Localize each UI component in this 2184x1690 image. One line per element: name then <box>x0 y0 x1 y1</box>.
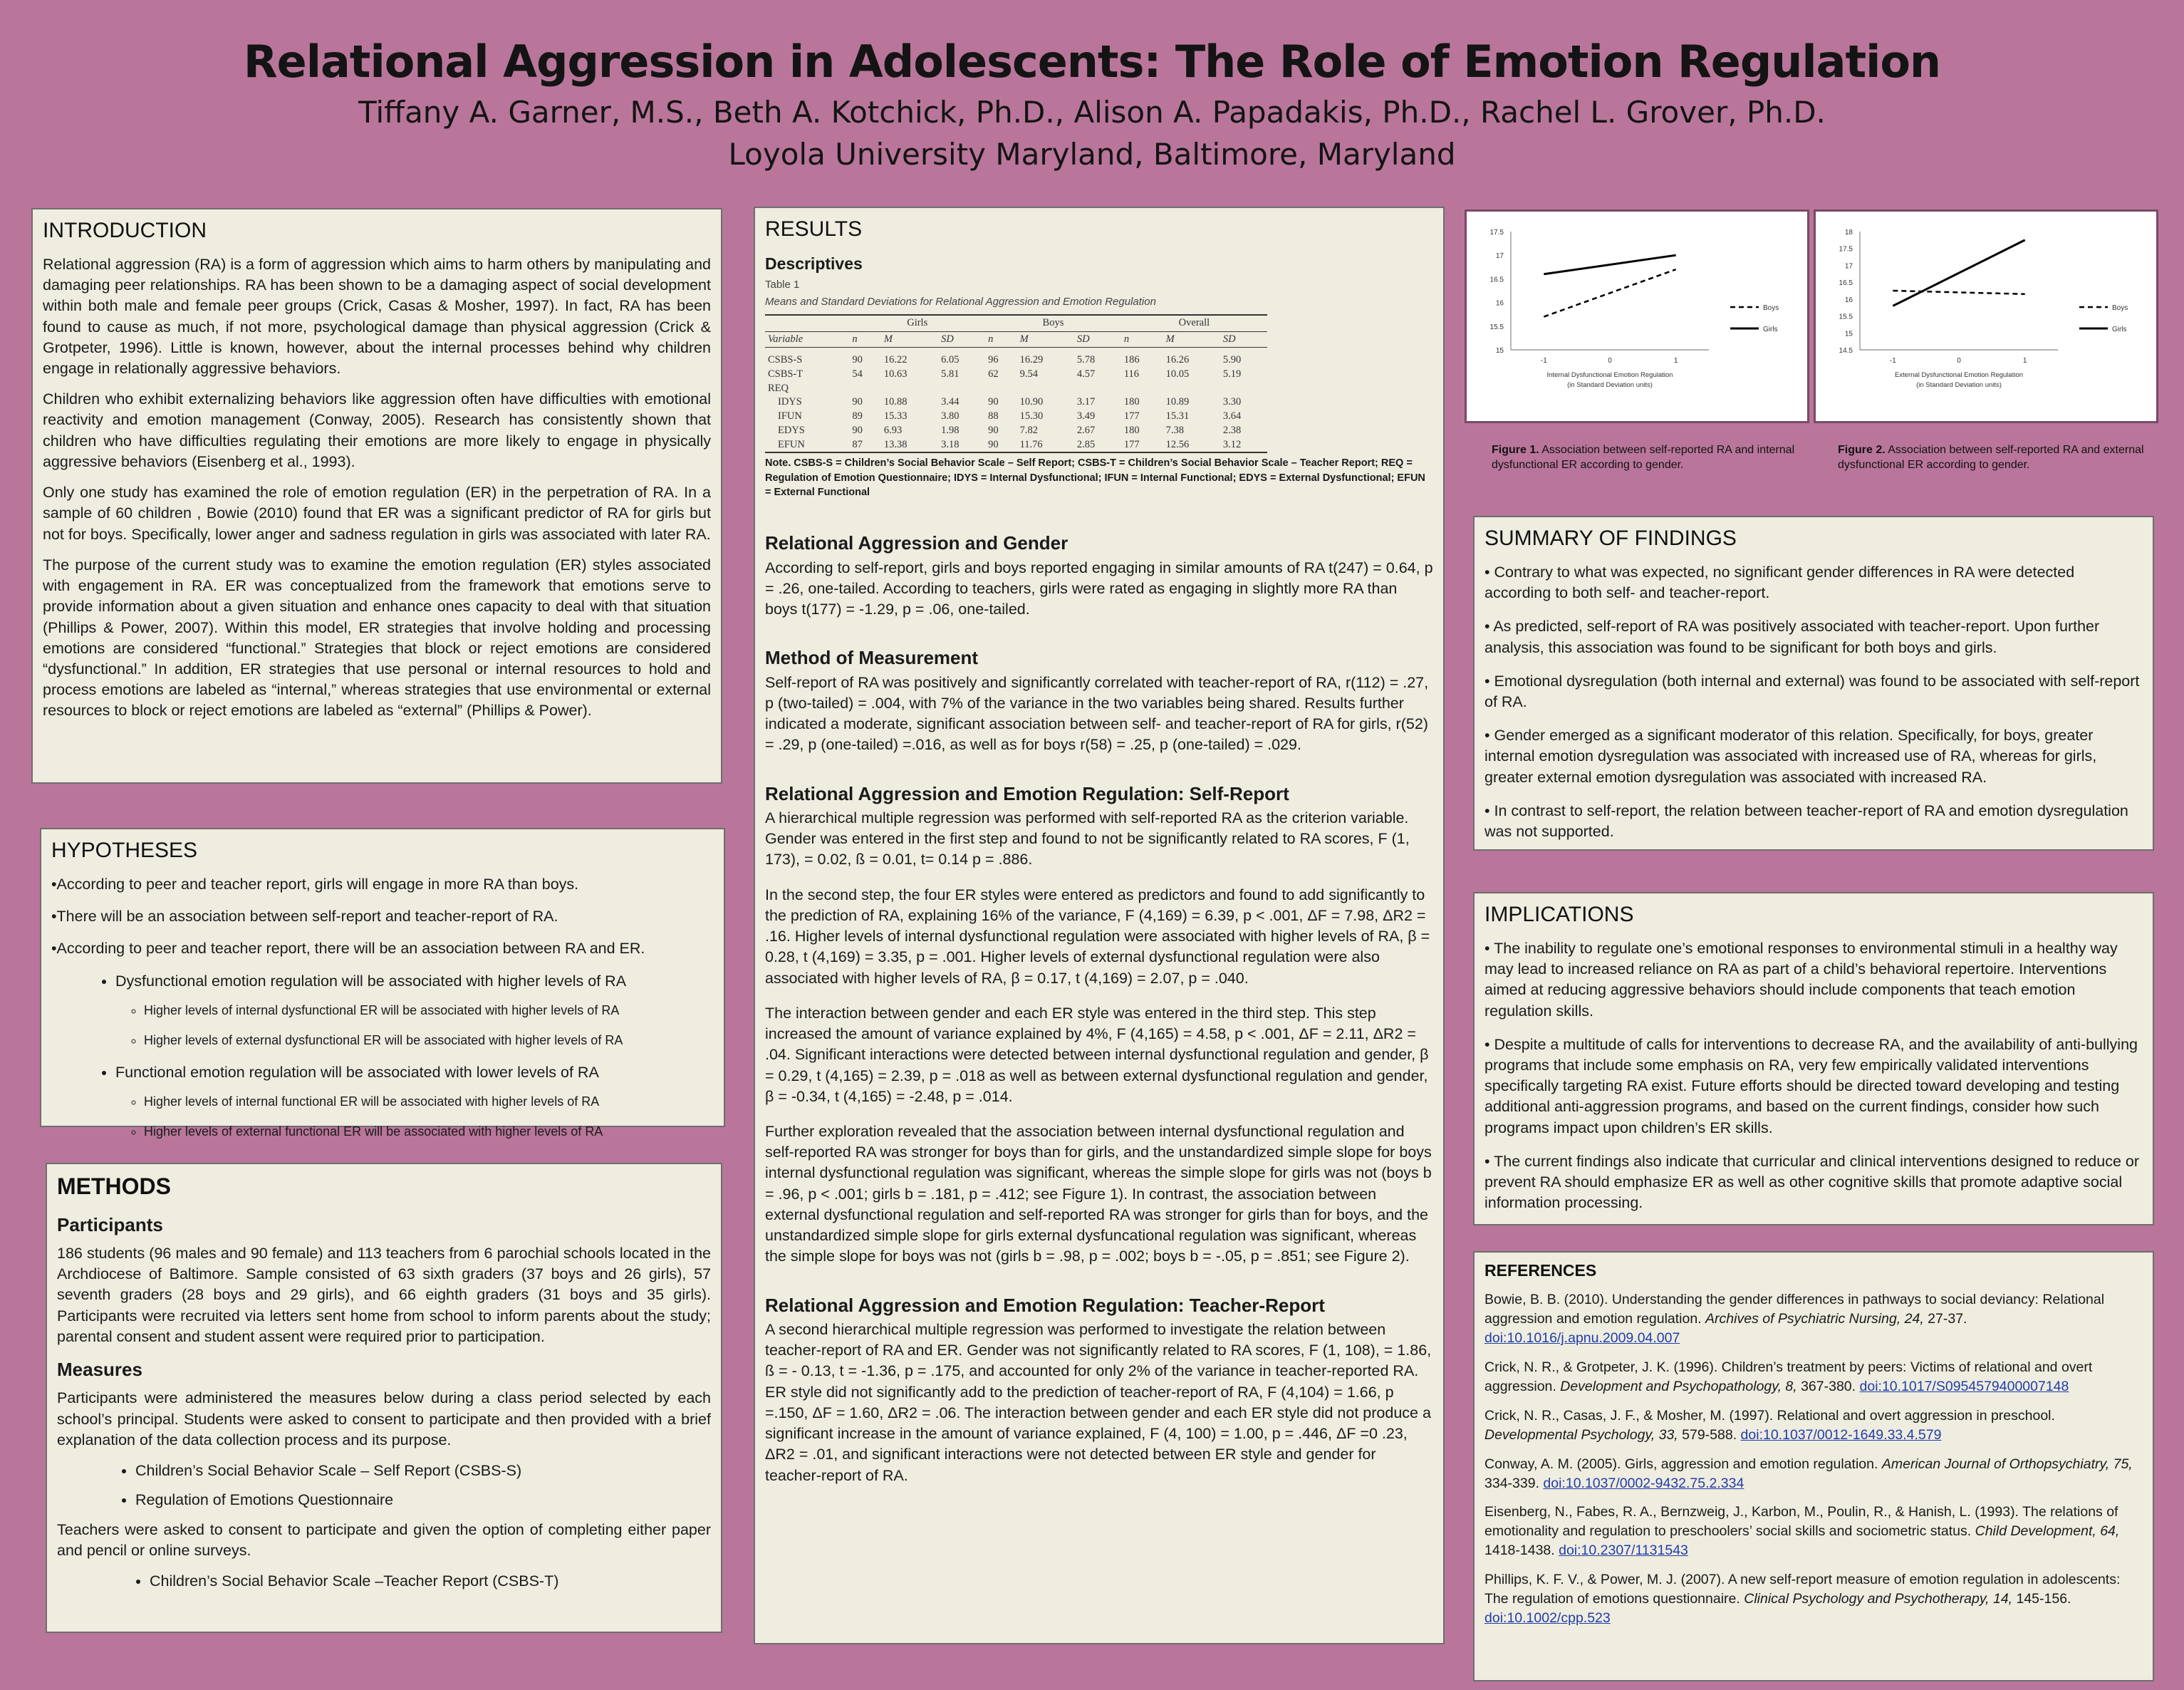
doi-link[interactable]: doi:10.1037/0012-1649.33.4.579 <box>1740 1426 1942 1443</box>
table-cell: 90 <box>852 396 863 408</box>
method-text: Self-report of RA was positively and significantly correlated with teacher-report of RA, r(112) = .27, p (two-tailed) = .004, with 7% of the variance in the two variables being shared. Results further indicated a moderate, significant association between self- and teacher-report of RA for girls, r(52) = .29, p (one-tailed) =.016, as well as for boys r(58) = .25, p (one-tailed) = .029. <box>765 673 1429 754</box>
intro-paragraph: Children who exhibit externalizing behaviors like aggression often have difficulties with emotional reactivity and emotion management (Conway, 2005). Research has consistently shown that children who have difficulties regulating their emotions are more likely to engage in physically aggressive behaviors (Eisenberg et al., 1993). <box>43 390 711 470</box>
reference-item: Crick, N. R., & Grotpeter, J. K. (1996). Children’s treatment by peers: Victims of relational and overt aggression. Development and Psychopathology, 8, 367-380. doi:10.1017/S0954579400007148 <box>1484 1359 2093 1394</box>
y-tick-label: 15.5 <box>1839 313 1853 321</box>
teacher-report-text: A second hierarchical multiple regression was performed to investigate the relation between teacher-report of RA and ER. Gender was not significantly related to RA scores, F (1, 108), = 1.86, ß = - 0.13, t = -1.36, p = .175, and accounted for only 2% of the variance in teacher-reported RA. ER style did not significantly add to the prediction of teacher-report of RA, F (4,104) = 1.66, p =.150, ΔF = 1.60, ΔR2 = .06. The interaction between gender and each ER style did not produce a significant increase in the amount of variance explained, F (4, 100) = 1.00, p = .446, ΔF =0 .23, ΔR2 = .01, and significant interactions were not detected between ER style and gender for teacher-report of RA. <box>765 1320 1432 1484</box>
measure-item: • Children’s Social Behavior Scale –Teacher Report (CSBS-T) <box>150 1571 711 1592</box>
participants-text: 186 students (96 males and 90 female) and 113 teachers from 6 parochial schools located in the Archdiocese of Baltimore. Sample consisted of 63 sixth graders (37 boys and 26 girls), 57 seventh graders (28 boys and 29 girls), and 66 eighth graders (31 boys and 35 girls). Participants were recruited via letters sent home from school to inform parents about the study; parental consent and student assent were required prior to participation. <box>57 1244 711 1345</box>
method-heading: Method of Measurement <box>765 647 979 669</box>
legend-label: Boys <box>2112 304 2128 312</box>
x-tick-label: 0 <box>1957 357 1961 365</box>
table-cell: CSBS-T <box>768 368 804 380</box>
self-report-heading: Relational Aggression and Emotion Regulation: Self-Report <box>765 782 1289 804</box>
table-cell: 3.80 <box>941 410 960 422</box>
table-cell: 5.78 <box>1076 354 1096 366</box>
table-cell <box>985 382 1016 396</box>
table-cell: 5.90 <box>1222 354 1242 366</box>
hypothesis-subitem: • Dysfunctional emotion regulation will be associated with higher levels of RA ◦ Higher levels of internal dysfunctional ER will be associated with higher levels of RA ◦ Higher levels of external dysfunctional ER will be associated with higher levels of RA <box>115 971 714 1049</box>
table-cell: 3.17 <box>1076 396 1096 408</box>
doi-link[interactable]: doi:10.2307/1131543 <box>1559 1543 1688 1559</box>
table-cell: 6.05 <box>941 354 960 366</box>
table-group-header: Girls <box>849 315 985 331</box>
table-cell: EDYS <box>778 424 805 436</box>
x-axis-sublabel: (in Standard Deviation units) <box>1567 381 1653 389</box>
references-heading: REFERENCES <box>1484 1261 1597 1280</box>
teacher-measures-list <box>57 1571 711 1592</box>
table-cell: 3.49 <box>1076 410 1096 422</box>
poster-affiliation: Loyola University Maryland, Baltimore, Maryland <box>728 137 1456 172</box>
table-cell: 13.38 <box>881 438 938 453</box>
table-cell: 89 <box>852 410 863 422</box>
results-heading: RESULTS <box>765 217 863 241</box>
table-cell: 177 <box>1123 410 1140 422</box>
gender-text: According to self-report, girls and boys reported engaging in similar amounts of RA t(247) = 0.64, p = .26, one-tailed. According to teachers, girls were rated as engaging in slightly more RA than boys t(177) = -1.29, p = .06, one-tailed. <box>765 559 1433 618</box>
table-cell: 10.89 <box>1165 396 1190 408</box>
table-row <box>765 368 1267 382</box>
table-row <box>765 438 1267 453</box>
y-tick-label: 17 <box>1844 262 1853 271</box>
doi-link[interactable]: doi:10.1016/j.apnu.2009.04.007 <box>1484 1330 1680 1347</box>
table-column-header: Variable <box>765 331 849 348</box>
table-cell: 5.81 <box>941 368 960 380</box>
table-cell <box>938 382 985 396</box>
table-cell: 54 <box>852 368 863 380</box>
implication-item: • Despite a multitude of calls for interventions to decrease RA, and the availability of anti-bullying programs that include some emphasis on RA, very few empirically validated interventions specifically targeting RA exist. Future efforts should be directed toward developing and testing additional anti-aggression programs, and based on the current findings, consider how such programs impact upon children’s ER skills. <box>1484 1035 2138 1136</box>
y-tick-label: 15 <box>1844 330 1853 338</box>
y-tick-label: 16 <box>1495 299 1504 308</box>
table-cell <box>1017 382 1074 396</box>
table-column-header: n <box>985 331 1016 348</box>
implications-panel <box>1473 892 2154 1225</box>
self-report-text: A hierarchical multiple regression was performed with self-reported RA as the criterion variable. Gender was entered in the first step and found to not be significantly related to RA scores, F (1, 173), = 0.02, ß = 0.01, t= 0.14 p = .886. <box>765 809 1410 869</box>
table-column-header: n <box>1121 331 1163 348</box>
methods-panel <box>46 1163 722 1633</box>
table-row <box>765 353 1267 368</box>
self-report-text: The interaction between gender and each ER style was entered in the third step. This step increased the amount of variance explained by 4%, F (4,165) = 4.58, p < .001, ΔF = 2.11, ΔR2 = .04. Significant interactions were detected between internal dysfunctional regulation and gender, β = 0.29, t (4,165) = 2.39, p = .018 as well as between external dysfunctional regulation and gender, β = -0.34, t (4,165) = -2.48, p = .014. <box>765 1004 1429 1105</box>
table-cell: 1.98 <box>941 424 960 436</box>
table-column-header: SD <box>1074 331 1121 348</box>
table-cell: 10.63 <box>883 368 908 380</box>
hypothesis-item: •According to peer and teacher report, girls will engage in more RA than boys. <box>51 875 579 893</box>
table-column-header: n <box>849 331 880 348</box>
y-tick-label: 17.5 <box>1839 245 1853 254</box>
table-title: Means and Standard Deviations for Relational Aggression and Emotion Regulation <box>765 296 1156 309</box>
table-cell: 88 <box>988 410 999 422</box>
table-cell: 12.56 <box>1163 438 1220 453</box>
table-cell: 2.38 <box>1222 424 1242 436</box>
table-cell: 87 <box>849 438 880 453</box>
hypothesis-subitem: • Functional emotion regulation will be associated with lower levels of RA ◦ Higher levels of internal functional ER will be associated with higher levels of RA ◦ Higher levels of external functional ER will be associated with higher levels of RA <box>115 1062 714 1141</box>
x-axis-label: Internal Dysfunctional Emotion Regulation <box>1546 371 1673 379</box>
poster-title: Relational Aggression in Adolescents: The Role of Emotion Regulation <box>243 36 1941 88</box>
summary-item: • As predicted, self-report of RA was positively associated with teacher-report. Upon further analysis, this association was found to be significant for both boys and girls. <box>1484 618 2100 656</box>
participants-heading: Participants <box>57 1213 163 1235</box>
table-note: Note. CSBS-S = Children’s Social Behavior Scale – Self Report; CSBS-T = Children’s Social Behavior Scale – Teacher Report; REQ = Regulation of Emotion Questionnaire; IDYS = Internal Dysfunctional; IFUN = Internal Functional; EDYS = External Dysfunctional; EFUN = External Functional <box>765 457 1425 498</box>
table-cell: 10.90 <box>1019 396 1044 408</box>
teacher-report-heading: Relational Aggression and Emotion Regulation: Teacher-Report <box>765 1294 1325 1316</box>
y-tick-label: 15.5 <box>1489 323 1504 331</box>
legend-label: Girls <box>1763 326 1778 333</box>
table-cell <box>1121 382 1163 396</box>
table-cell <box>1074 382 1121 396</box>
introduction-panel <box>31 208 722 784</box>
table-cell <box>881 382 938 396</box>
table-cell: 180 <box>1123 424 1140 436</box>
table-cell: 10.05 <box>1165 368 1190 380</box>
table-row <box>765 382 1267 396</box>
table-row <box>765 410 1267 424</box>
figure-2 <box>1814 209 2158 423</box>
table-cell: IFUN <box>778 410 802 422</box>
table-cell <box>849 382 880 396</box>
figure-1 <box>1465 209 1809 423</box>
references-list <box>1484 1290 2143 1628</box>
x-tick-label: -1 <box>1889 357 1896 365</box>
figure-2-chart <box>1816 212 2156 421</box>
self-report-text: Further exploration revealed that the association between internal dysfunctional regulation and self-reported RA was stronger for boys than for girls, and the unstandardized simple slope for boys internal dysfunctional regulation was significant, whereas the simple slope for girls was not (boys b = .96, p < .001; girls b = .181, p = .412; see Figure 1). In contrast, the association between external dysfunctional regulation and self-reported RA was stronger for girls than for boys, and the unstandardized simple slope for girls external dysfuncational regulation was significant, whereas the simple slope for boys was not (girls b = .98, p = .002; boys b = -.05, p = .851; see Figure 2). <box>765 1122 1432 1265</box>
summary-heading: SUMMARY OF FINDINGS <box>1484 527 1737 550</box>
table-cell: 3.44 <box>941 396 960 408</box>
table-cell: 186 <box>1123 354 1140 366</box>
y-tick-label: 16 <box>1844 296 1853 304</box>
table-cell: 177 <box>1121 438 1163 453</box>
table-cell: 90 <box>852 424 863 436</box>
measure-item: • Children’s Social Behavior Scale – Self Report (CSBS-S) <box>135 1461 711 1481</box>
table-cell: IDYS <box>778 396 802 408</box>
x-tick-label: 1 <box>1673 357 1678 365</box>
hypothesis-sublist <box>51 971 714 1141</box>
hypotheses-heading: HYPOTHESES <box>51 839 198 862</box>
table-cell: 16.29 <box>1019 354 1044 366</box>
intro-paragraph: The purpose of the current study was to examine the emotion regulation (ER) styles associated with engagement in RA. ER was conceptualized from the framework that emotions serve to provide information about a given situation and enhance ones capacity to deal with that situation (Phillips & Power, 2007). Within this model, ER strategies that involve holding and processing emotions are considered “functional.” Strategies that block or reject emotions are considered “dysfunctional.” In addition, ER strategies that use personal or internal resources to hold and process emotions are labeled as “internal,” whereas strategies that use environmental or external resources to block or reject emotions are labeled as “external” (Phillips & Power). <box>43 556 711 720</box>
doi-link[interactable]: doi:10.1002/cpp.523 <box>1484 1609 1611 1626</box>
reference-item: Crick, N. R., Casas, J. F., & Mosher, M. (1997). Relational and overt aggression in preschool. Developmental Psychology, 33, 579-588. doi:10.1037/0012-1649.33.4.579 <box>1484 1407 2055 1443</box>
table-column-header: M <box>881 331 938 348</box>
hypotheses-panel <box>40 828 725 1139</box>
poster-authors: Tiffany A. Garner, M.S., Beth A. Kotchick, Ph.D., Alison A. Papadakis, Ph.D., Rachel L. Grover, Ph.D. <box>358 95 1826 130</box>
table-cell: 2.67 <box>1076 424 1096 436</box>
table-cell: 3.30 <box>1222 396 1242 408</box>
x-tick-label: 0 <box>1608 357 1612 365</box>
legend-label: Girls <box>2112 326 2127 333</box>
table-cell: 16.22 <box>883 354 908 366</box>
hypothesis-detail: ◦ Higher levels of internal dysfunctional ER will be associated with higher levels of RA <box>144 1002 714 1019</box>
table-cell: 9.54 <box>1019 368 1038 380</box>
table-cell: CSBS-S <box>768 354 803 366</box>
x-axis-label: External Dysfunctional Emotion Regulation <box>1894 371 2024 379</box>
table-cell: 96 <box>988 354 999 366</box>
table-group-header: Overall <box>1121 315 1267 331</box>
table-group-header: Boys <box>985 315 1121 331</box>
summary-item: • Gender emerged as a significant moderator of this relation. Specifically, for boys, greater internal emotion dysregulation was associated with increased use of RA, whereas for girls, greater external emotion dysregulation was associated with increased RA. <box>1484 727 2097 786</box>
x-tick-label: 1 <box>2022 357 2027 365</box>
measure-item: • Regulation of Emotions Questionnaire <box>135 1490 711 1510</box>
descriptives-table <box>765 314 1267 453</box>
summary-item: • Contrary to what was expected, no significant gender differences in RA were detected according to both self- and teacher-report. <box>1484 563 2075 602</box>
table-cell: REQ <box>768 382 789 394</box>
table-cell: 15.33 <box>883 410 908 422</box>
table-cell: 16.26 <box>1165 354 1190 366</box>
table-cell: 15.31 <box>1165 410 1190 422</box>
summary-item: • In contrast to self-report, the relation between teacher-report of RA and emotion dysregulation was not supported. <box>1484 802 2128 841</box>
hypothesis-detail: ◦ Higher levels of internal functional ER will be associated with higher levels of RA <box>144 1093 714 1110</box>
table-cell: 2.85 <box>1074 438 1121 453</box>
doi-link[interactable]: doi:10.1037/0002-9432.75.2.334 <box>1543 1475 1744 1491</box>
table-cell: 116 <box>1123 368 1140 380</box>
table-cell: 90 <box>852 354 863 366</box>
series-line-girls <box>1893 240 2024 306</box>
descriptives-heading: Descriptives <box>765 254 863 273</box>
y-tick-label: 18 <box>1844 229 1853 237</box>
y-tick-label: 14.5 <box>1839 347 1853 355</box>
table-cell: EFUN <box>765 438 849 453</box>
figure-1-caption: Figure 1. Association between self-reported RA and internal dysfunctional ER according to gender. <box>1492 444 1795 471</box>
implications-heading: IMPLICATIONS <box>1484 903 1634 926</box>
table-cell: 180 <box>1123 396 1140 408</box>
results-panel <box>754 207 1445 1644</box>
implication-item: • The inability to regulate one’s emotional responses to environmental stimuli in a healthy way may lead to increased reliance on RA as part of a child’s behavioral repertoire. Interventions aimed at reducing aggressive behaviors should include components that teach emotion regulation skills. <box>1484 939 2118 1020</box>
table-column-header: M <box>1017 331 1074 348</box>
teachers-text: Teachers were asked to consent to participate and given the option of completing either paper and pencil or online surveys. <box>57 1520 711 1559</box>
figure-2-caption: Figure 2. Association between self-reported RA and external dysfunctional ER according to gender. <box>1838 444 2144 471</box>
series-line-boys <box>1893 291 2024 294</box>
hypothesis-item: •There will be an association between self-report and teacher-report of RA. <box>51 908 558 926</box>
poster-header <box>0 36 2184 172</box>
self-report-text: In the second step, the four ER styles were entered as predictors and found to add significantly to the prediction of RA, explaining 16% of the variance, F (4,169) = 6.39, p < .001, ΔF = 7.98, ΔR2 = .16. Higher levels of internal dysfunctional regulation were associated with higher levels of RA, β = 0.28, t (4,169) = 3.35, p = .001. Higher levels of external dysfunctional regulation were also associated with higher levels of RA, β = 0.17, t (4,169) = 2.07, p = .040. <box>765 886 1430 987</box>
table-label: Table 1 <box>765 279 800 291</box>
table-cell <box>1220 382 1267 396</box>
x-tick-label: -1 <box>1540 357 1547 365</box>
reference-item: Eisenberg, N., Fabes, R. A., Bernzweig, J., Karbon, M., Poulin, R., & Hanish, L. (1993). The relations of emotionality and regulation to preschoolers’ social skills and sociometric status. Child Development, 64, 1418-1438. doi:10.2307/1131543 <box>1484 1504 2120 1559</box>
table-cell: 15.30 <box>1019 410 1044 422</box>
table-cell: 7.38 <box>1165 424 1184 436</box>
intro-paragraph: Relational aggression (RA) is a form of aggression which aims to harm others by manipulating and damaging peer relationships. RA has been shown to be a damaging aspect of social development within both male and female peer groups (Crick, Casas & Mosher, 1997). In fact, RA has been found to cause as much, if not more, psychological damage than physical aggression (Crick & Grotpeter, 1996). Little is known, however, about the internal processes behind why children engage in relationally aggressive behaviors. <box>43 255 711 377</box>
table-cell: 3.12 <box>1220 438 1267 453</box>
references-panel <box>1473 1251 2154 1681</box>
table-column-header: M <box>1163 331 1220 348</box>
legend-label: Boys <box>1763 304 1779 312</box>
reference-item: Conway, A. M. (2005). Girls, aggression and emotion regulation. American Journal of Orthopsychiatry, 75, 334-339. doi:10.1037/0002-9432.75.2.334 <box>1484 1456 2133 1491</box>
intro-paragraph: Only one study has examined the role of emotion regulation (ER) in the perpetration of RA. In a sample of 60 children , Bowie (2010) found that ER was a significant predictor of RA for girls but not for boys. Specifically, lower anger and sadness regulation in girls was associated with later RA. <box>43 484 711 543</box>
gender-heading: Relational Aggression and Gender <box>765 532 1068 554</box>
y-tick-label: 15 <box>1495 347 1504 355</box>
table-row <box>765 395 1267 410</box>
table-cell: 6.93 <box>883 424 903 436</box>
measures-text: Participants were administered the measures below during a class period selected by each school’s principal. Students were asked to consent to participate and then provided with a brief explanation of the data collection process and its purpose. <box>57 1389 711 1448</box>
reference-item: Bowie, B. B. (2010). Understanding the gender differences in pathways to social deviancy: Relational aggression and emotion regulation. Archives of Psychiatric Nursing, 24, 27-37. doi:10.1016/j.apnu.2009.04.007 <box>1484 1292 2105 1347</box>
table-row <box>765 424 1267 438</box>
table-column-header: SD <box>1220 331 1267 348</box>
methods-heading: METHODS <box>57 1173 171 1199</box>
table-cell <box>1163 382 1220 396</box>
table-cell: 5.19 <box>1222 368 1242 380</box>
y-tick-label: 17.5 <box>1489 229 1504 237</box>
y-tick-label: 16.5 <box>1489 276 1504 284</box>
hypothesis-item: •According to peer and teacher report, there will be an association between RA and ER. <box>51 940 645 958</box>
table-cell: 90 <box>988 424 999 436</box>
series-line-girls <box>1544 255 1675 274</box>
doi-link[interactable]: doi:10.1017/S0954579400007148 <box>1859 1378 2069 1394</box>
table-cell: 10.88 <box>883 396 908 408</box>
series-line-boys <box>1544 269 1675 316</box>
table-cell: 90 <box>988 396 999 408</box>
hypothesis-detail: ◦ Higher levels of external functional ER will be associated with higher levels of RA <box>144 1123 714 1140</box>
table-cell: 90 <box>985 438 1016 453</box>
summary-item: • Emotional dysregulation (both internal and external) was found to be associated with self-report of RA. <box>1484 672 2140 710</box>
y-tick-label: 16.5 <box>1839 279 1853 288</box>
table-cell: 7.82 <box>1019 424 1038 436</box>
table-cell: 62 <box>988 368 999 380</box>
student-measures-list <box>57 1461 711 1510</box>
reference-item: Phillips, K. F. V., & Power, M. J. (2007). A new self-report measure of emotion regulation in adolescents: The regulation of emotions questionnaire. Clinical Psychology and Psychotherapy, 14, 145-156. doi:10.1002/cpp.523 <box>1484 1572 2121 1626</box>
figure-1-chart <box>1467 212 1807 421</box>
table-cell: 4.57 <box>1076 368 1096 380</box>
y-tick-label: 17 <box>1495 252 1504 261</box>
implication-item: • The current findings also indicate that curricular and clinical interventions designed to reduce or prevent RA should emphasize ER as well as other cognitive skills that promote adaptive social information processing. <box>1484 1152 2139 1212</box>
table-cell: 3.18 <box>938 438 985 453</box>
hypothesis-detail: ◦ Higher levels of external dysfunctional ER will be associated with higher levels of RA <box>144 1032 714 1049</box>
measures-heading: Measures <box>57 1359 142 1381</box>
x-axis-sublabel: (in Standard Deviation units) <box>1916 381 2002 389</box>
table-column-header: SD <box>938 331 985 348</box>
table-cell: 3.64 <box>1222 410 1242 422</box>
introduction-heading: INTRODUCTION <box>43 219 207 242</box>
table-cell: 11.76 <box>1017 438 1074 453</box>
summary-panel <box>1473 516 2154 851</box>
